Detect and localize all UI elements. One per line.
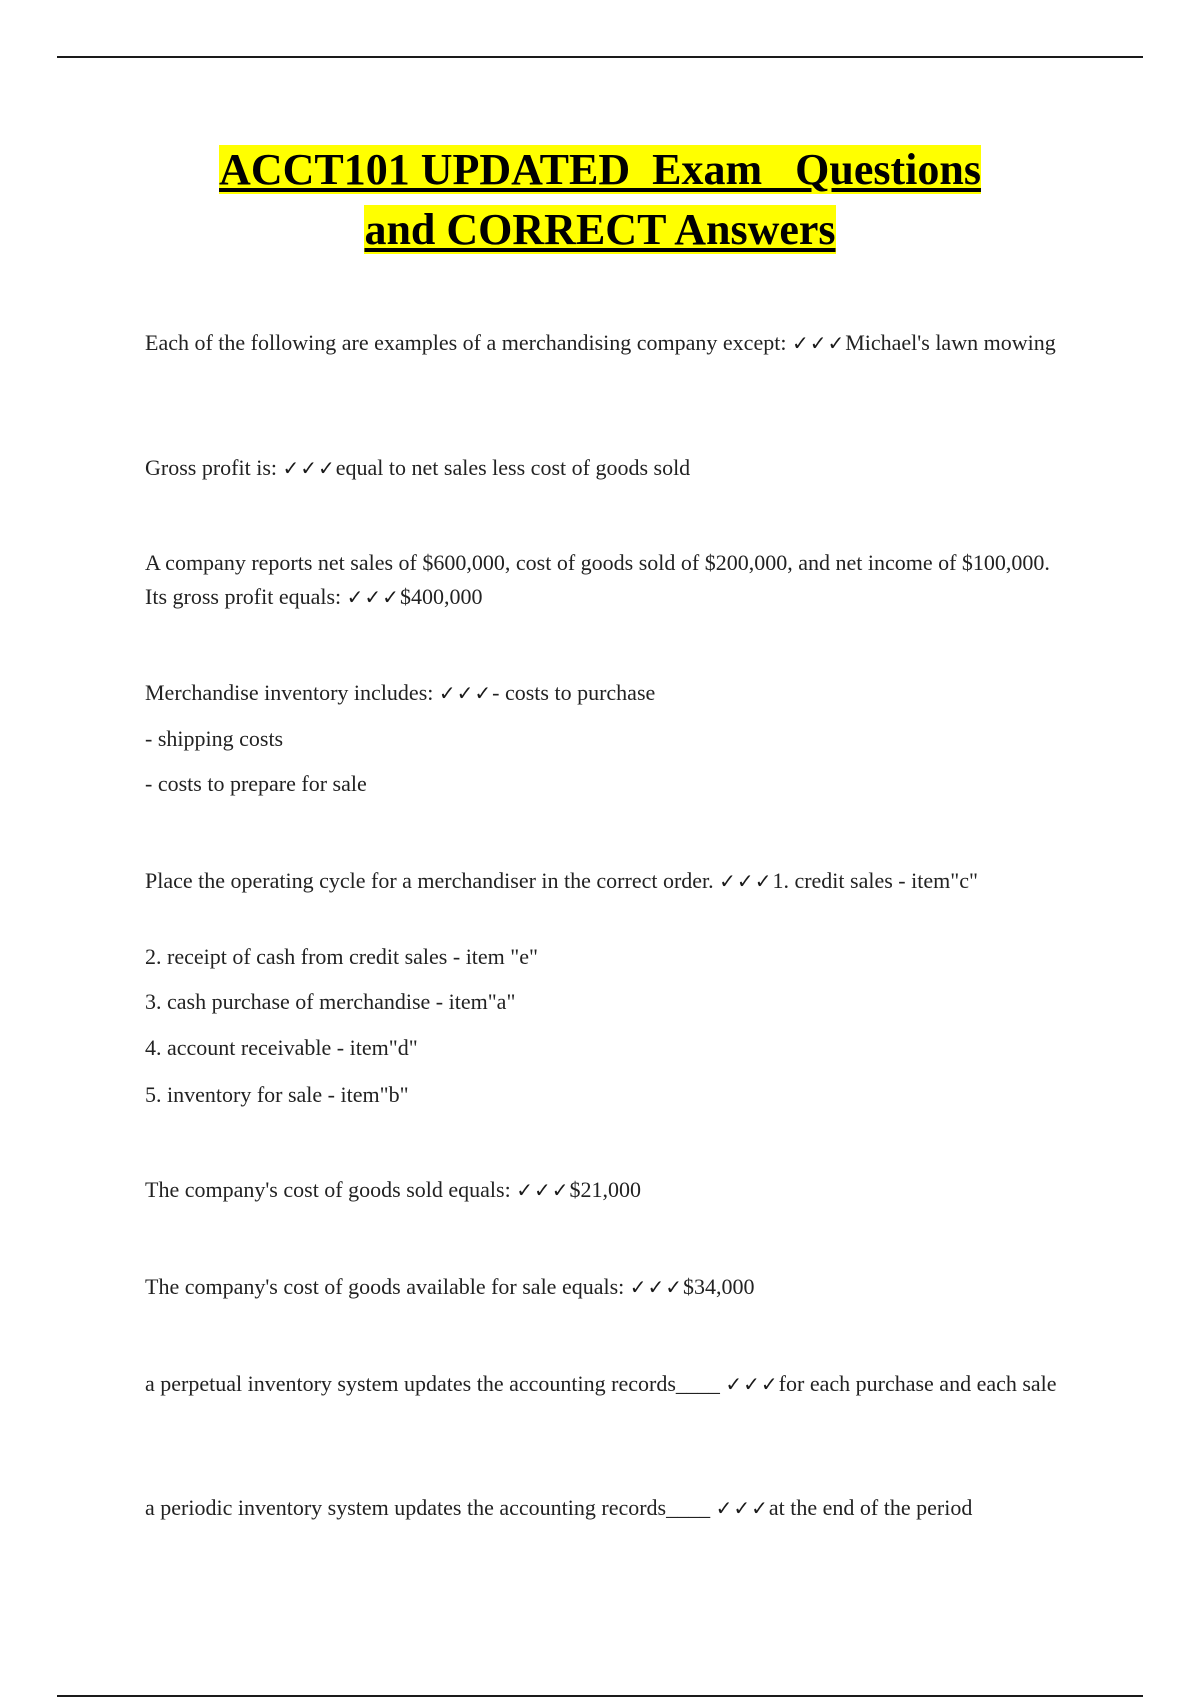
answer-text: $400,000 — [399, 584, 483, 609]
qa-item-9 — [145, 1493, 1065, 1523]
document-title — [0, 140, 1200, 260]
qa-item-4 — [145, 678, 1065, 708]
answer-line: 5. inventory for sale - item"b" — [145, 1082, 409, 1107]
question-text: a perpetual inventory system updates the accounting records____ — [145, 1371, 726, 1396]
checkmark-icon: ✓✓✓ — [719, 869, 773, 893]
qa-item-5 — [145, 866, 1065, 896]
question-text: a periodic inventory system updates the accounting records____ — [145, 1495, 716, 1520]
checkmark-icon: ✓✓✓ — [725, 1372, 779, 1396]
answer-line: - shipping costs — [145, 726, 284, 751]
qa-item-2 — [145, 453, 1065, 483]
top-rule — [57, 56, 1143, 58]
qa-item-8 — [145, 1369, 1065, 1399]
checkmark-icon: ✓✓✓ — [629, 1275, 684, 1299]
answer-text: Michael's lawn mowing — [845, 330, 1056, 355]
answer-text: $21,000 — [569, 1177, 641, 1202]
checkmark-icon: ✓✓✓ — [516, 1178, 570, 1202]
question-text: The company's cost of goods sold equals: — [145, 1177, 517, 1202]
checkmark-icon: ✓✓✓ — [438, 681, 493, 705]
answer-line: - costs to prepare for sale — [145, 771, 367, 796]
checkmark-icon: ✓✓✓ — [346, 585, 400, 609]
answer-line: 4. account receivable - item"d" — [145, 1035, 418, 1060]
question-text: A company reports net sales of $600,000, cost of goods sold of $200,000, and net income of $100,000. Its gross profit equals: — [145, 550, 1050, 609]
checkmark-icon: ✓✓✓ — [282, 456, 336, 480]
answer-text: at the end of the period — [768, 1495, 973, 1520]
title-line-1: ACCT101 UPDATED Exam Questions — [219, 145, 981, 194]
answer-line: 3. cash purchase of merchandise - item"a" — [145, 989, 516, 1014]
answer-text: $34,000 — [683, 1274, 755, 1299]
question-text: The company's cost of goods available for sale equals: — [145, 1274, 630, 1299]
answer-text: - costs to purchase — [492, 680, 656, 705]
qa-item-6 — [145, 1175, 1065, 1205]
qa-item-7 — [145, 1272, 1065, 1302]
qa-item-3 — [145, 546, 1065, 614]
answer-line: 2. receipt of cash from credit sales - item "e" — [145, 944, 539, 969]
qa-item-1 — [145, 328, 1065, 358]
bottom-rule — [57, 1695, 1143, 1697]
checkmark-icon: ✓✓✓ — [715, 1496, 769, 1520]
title-line-2: and CORRECT Answers — [364, 205, 836, 254]
answer-text: 1. credit sales - item"c" — [772, 868, 978, 893]
question-text: Gross profit is: — [145, 455, 283, 480]
checkmark-icon: ✓✓✓ — [791, 331, 846, 355]
question-text: Place the operating cycle for a merchandiser in the correct order. — [145, 868, 720, 893]
question-text: Merchandise inventory includes: — [145, 680, 439, 705]
question-text: Each of the following are examples of a merchandising company except: — [145, 330, 792, 355]
answer-text: equal to net sales less cost of goods sold — [335, 455, 691, 480]
answer-text: for each purchase and each sale — [778, 1371, 1057, 1396]
